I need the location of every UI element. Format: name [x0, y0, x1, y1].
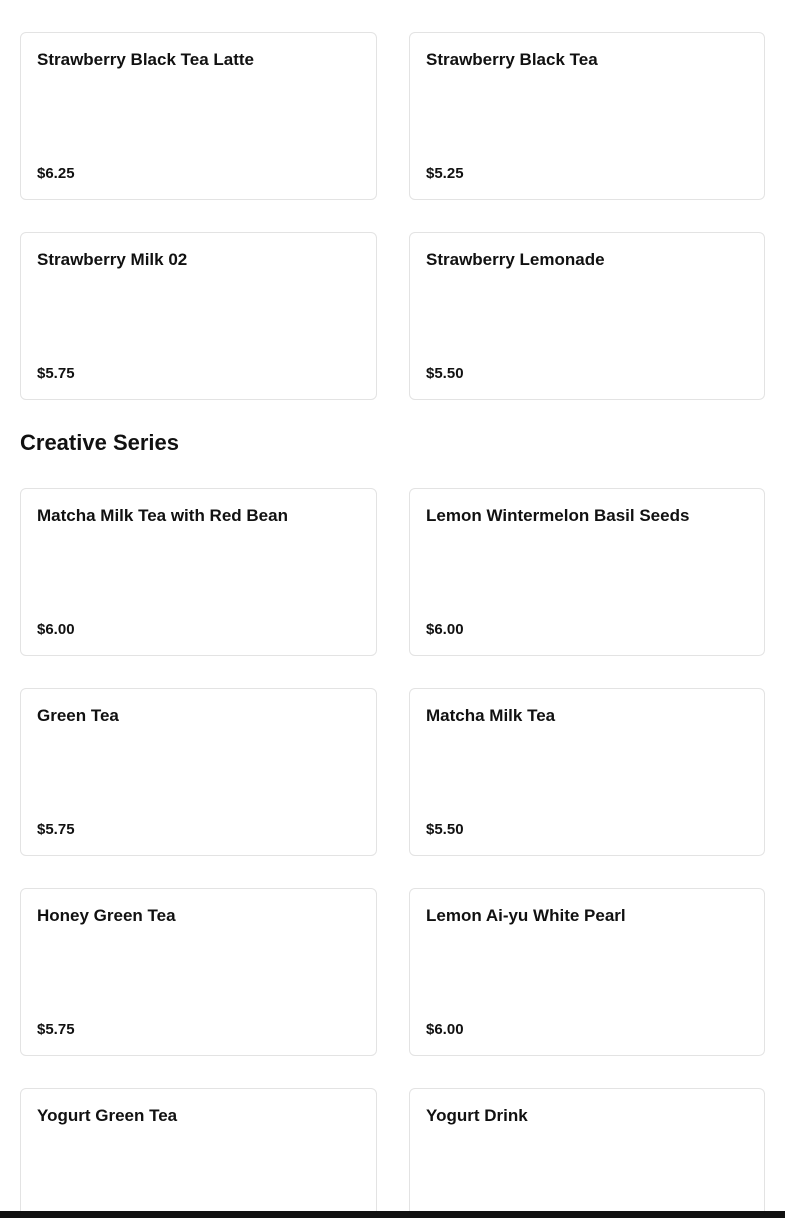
menu-item-name: Yogurt Drink: [426, 1106, 528, 1125]
menu-item-name: Strawberry Milk 02: [37, 250, 188, 269]
menu-item-name: Strawberry Black Tea: [426, 50, 598, 69]
bottom-bar: [0, 1211, 785, 1218]
menu-item-price: $6.00: [37, 621, 75, 638]
menu-item-card[interactable]: [409, 688, 765, 856]
menu-item-price: $5.75: [37, 365, 75, 382]
menu-item-card[interactable]: [20, 888, 377, 1056]
menu-item-price: $5.25: [426, 165, 464, 182]
section-title-creative-series: Creative Series: [20, 430, 179, 455]
menu-grid-creative-series: [20, 488, 765, 1218]
menu-item-name: Yogurt Green Tea: [37, 1106, 178, 1125]
menu-item-card[interactable]: [20, 688, 377, 856]
menu-item-card[interactable]: [20, 1088, 377, 1218]
menu-item-card[interactable]: [409, 488, 765, 656]
menu-item-card[interactable]: [409, 888, 765, 1056]
menu-item-card[interactable]: [409, 32, 765, 200]
menu-item-name: Matcha Milk Tea with Red Bean: [37, 506, 288, 525]
menu-item-card[interactable]: [20, 32, 377, 200]
menu-item-name: Green Tea: [37, 706, 119, 725]
menu-item-name: Lemon Ai-yu White Pearl: [426, 906, 626, 925]
menu-item-price: $6.00: [426, 621, 464, 638]
menu-item-price: $5.50: [426, 821, 464, 838]
menu-item-name: Honey Green Tea: [37, 906, 176, 925]
menu-item-name: Lemon Wintermelon Basil Seeds: [426, 506, 690, 525]
menu-grid-previous-section: [20, 32, 765, 400]
menu-item-price: $6.25: [37, 165, 75, 182]
menu-item-name: Strawberry Lemonade: [426, 250, 605, 269]
menu-item-card[interactable]: [409, 232, 765, 400]
menu-item-price: $5.75: [37, 821, 75, 838]
menu-item-card[interactable]: [20, 488, 377, 656]
menu-item-price: $5.50: [426, 365, 464, 382]
menu-item-price: $5.75: [37, 1021, 75, 1038]
menu-item-card[interactable]: [20, 232, 377, 400]
menu-item-name: Matcha Milk Tea: [426, 706, 556, 725]
menu-item-card[interactable]: [409, 1088, 765, 1218]
menu-item-name: Strawberry Black Tea Latte: [37, 50, 254, 69]
menu-item-price: $6.00: [426, 1021, 464, 1038]
